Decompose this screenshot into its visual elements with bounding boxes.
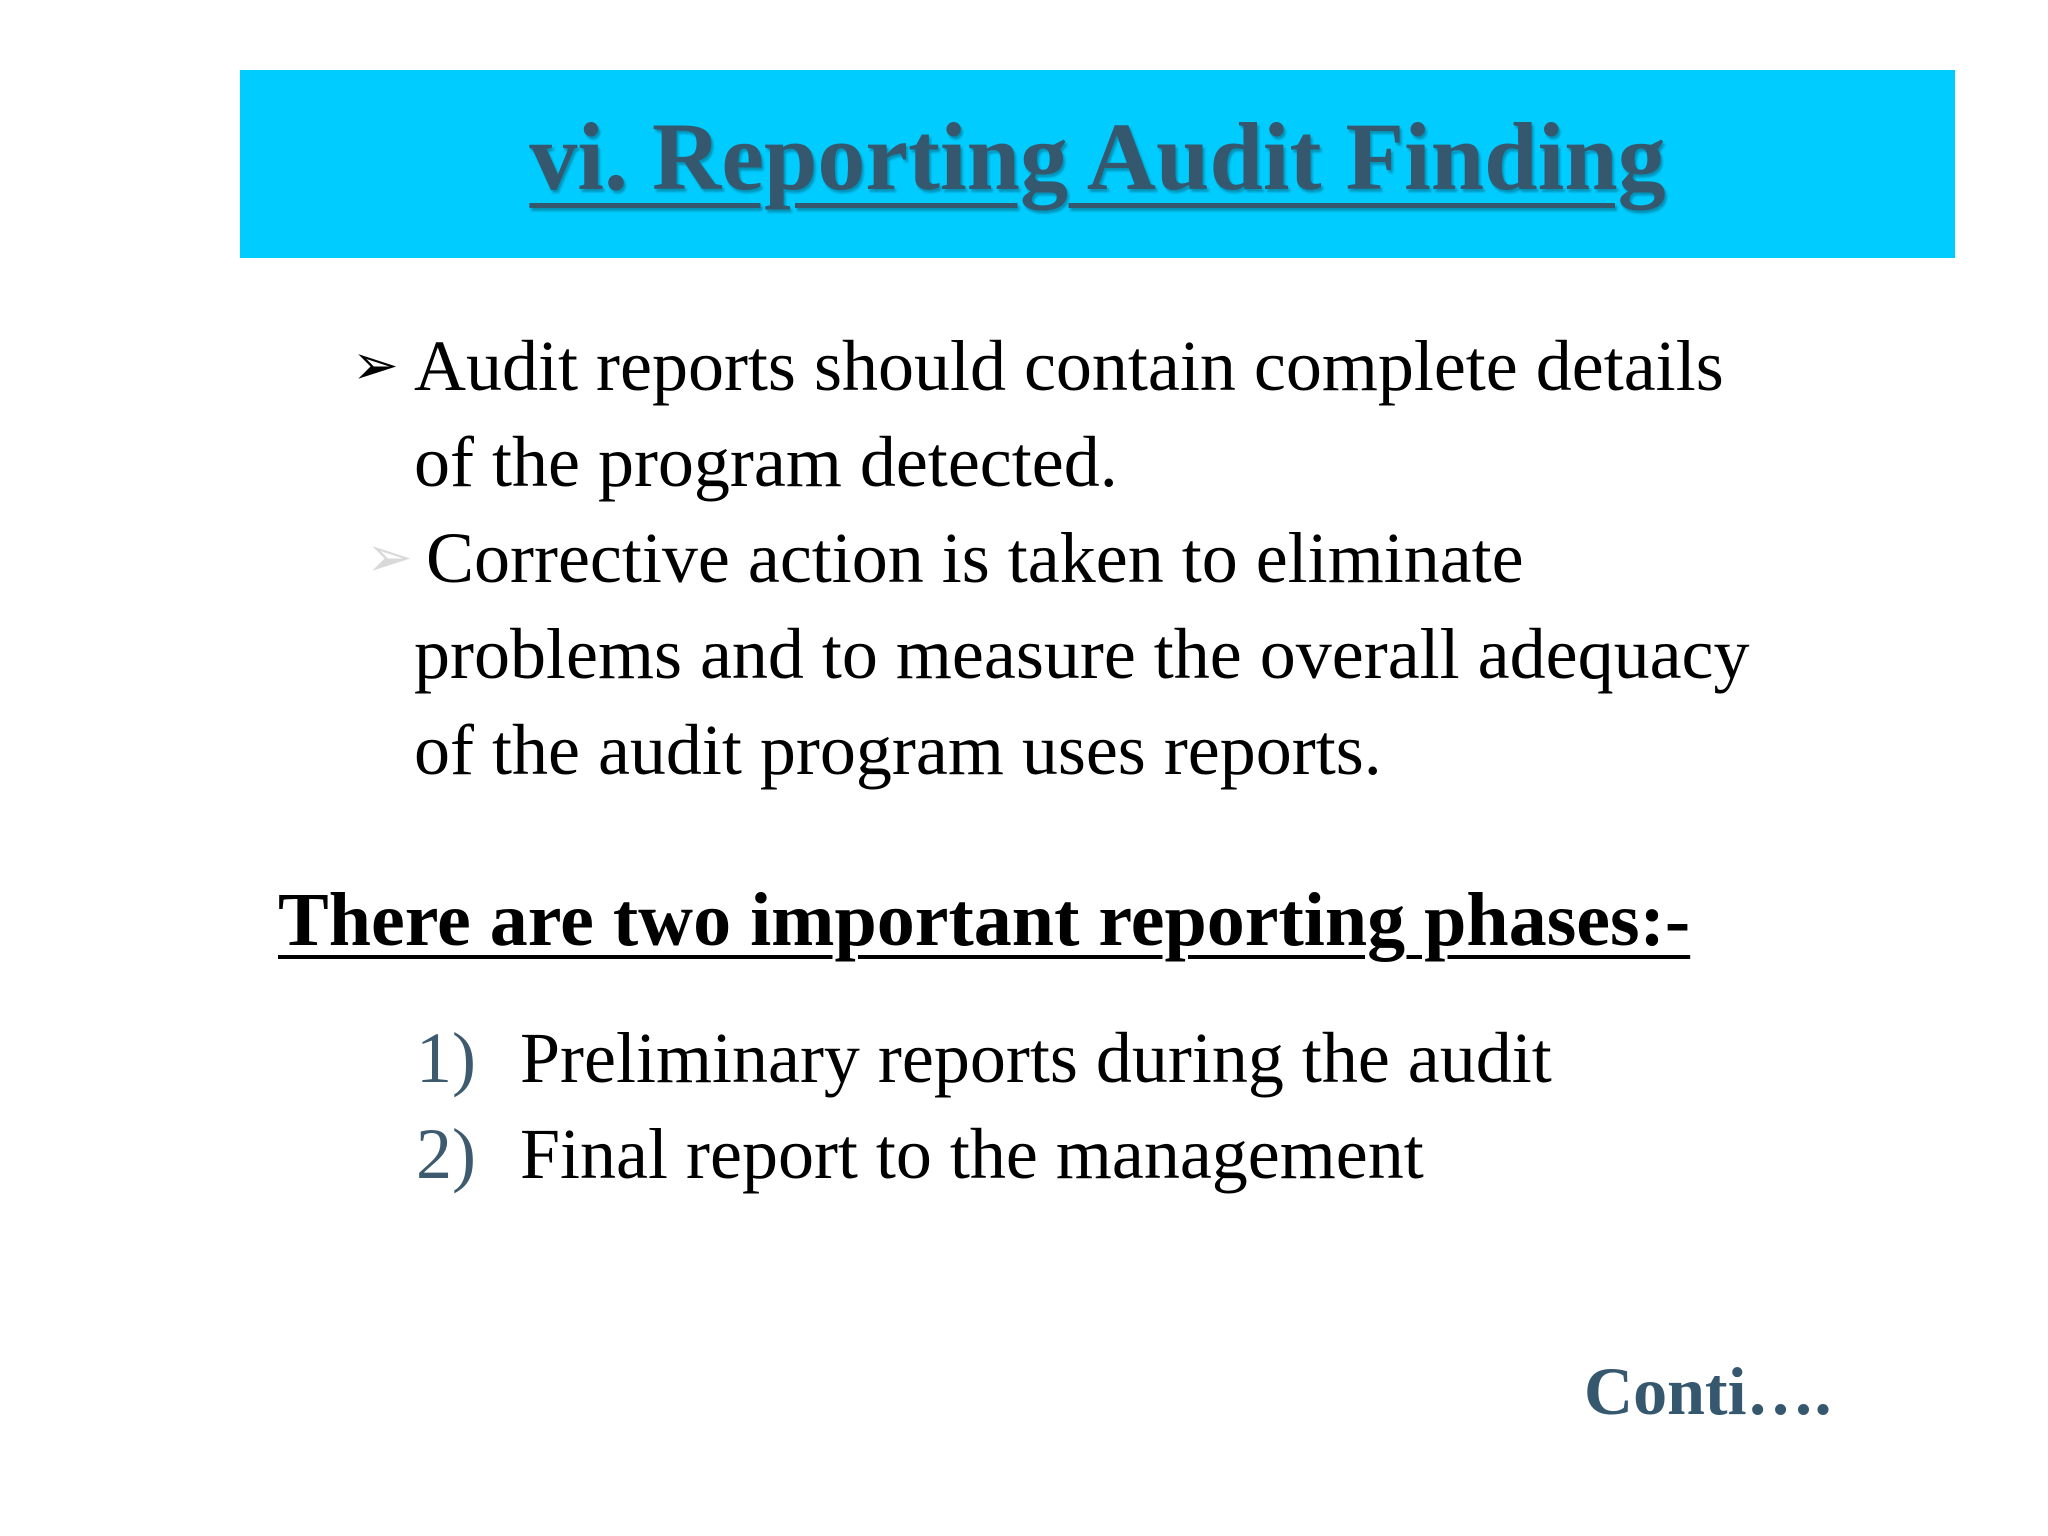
bullet-line: Audit reports should contain complete details (414, 326, 1724, 406)
title-banner (240, 70, 1955, 258)
phases-heading: There are two important reporting phases:- (278, 878, 1691, 962)
bullet-line: of the program detected. (414, 422, 1118, 502)
bullet-item (352, 318, 1912, 510)
arrow-bullet-icon: ➢ (366, 525, 413, 590)
list-number: 2) (416, 1114, 476, 1194)
bullet-item (352, 510, 1912, 798)
continued-label: Conti…. (1584, 1353, 1832, 1429)
arrow-bullet-icon: ➢ (352, 333, 399, 398)
bullet-list (352, 318, 1912, 798)
list-item (416, 1010, 1552, 1106)
bullet-line: problems and to measure the overall adequacy (414, 614, 1750, 694)
slide-title: vi. Reporting Audit Finding (529, 103, 1666, 210)
list-item-text: Preliminary reports during the audit (520, 1018, 1552, 1098)
bullet-line: Corrective action is taken to eliminate (426, 518, 1524, 598)
list-item-text: Final report to the management (520, 1114, 1424, 1194)
bullet-line: of the audit program uses reports. (414, 710, 1382, 790)
list-item (416, 1106, 1552, 1202)
phase-list (416, 1010, 1552, 1202)
list-number: 1) (416, 1018, 476, 1098)
